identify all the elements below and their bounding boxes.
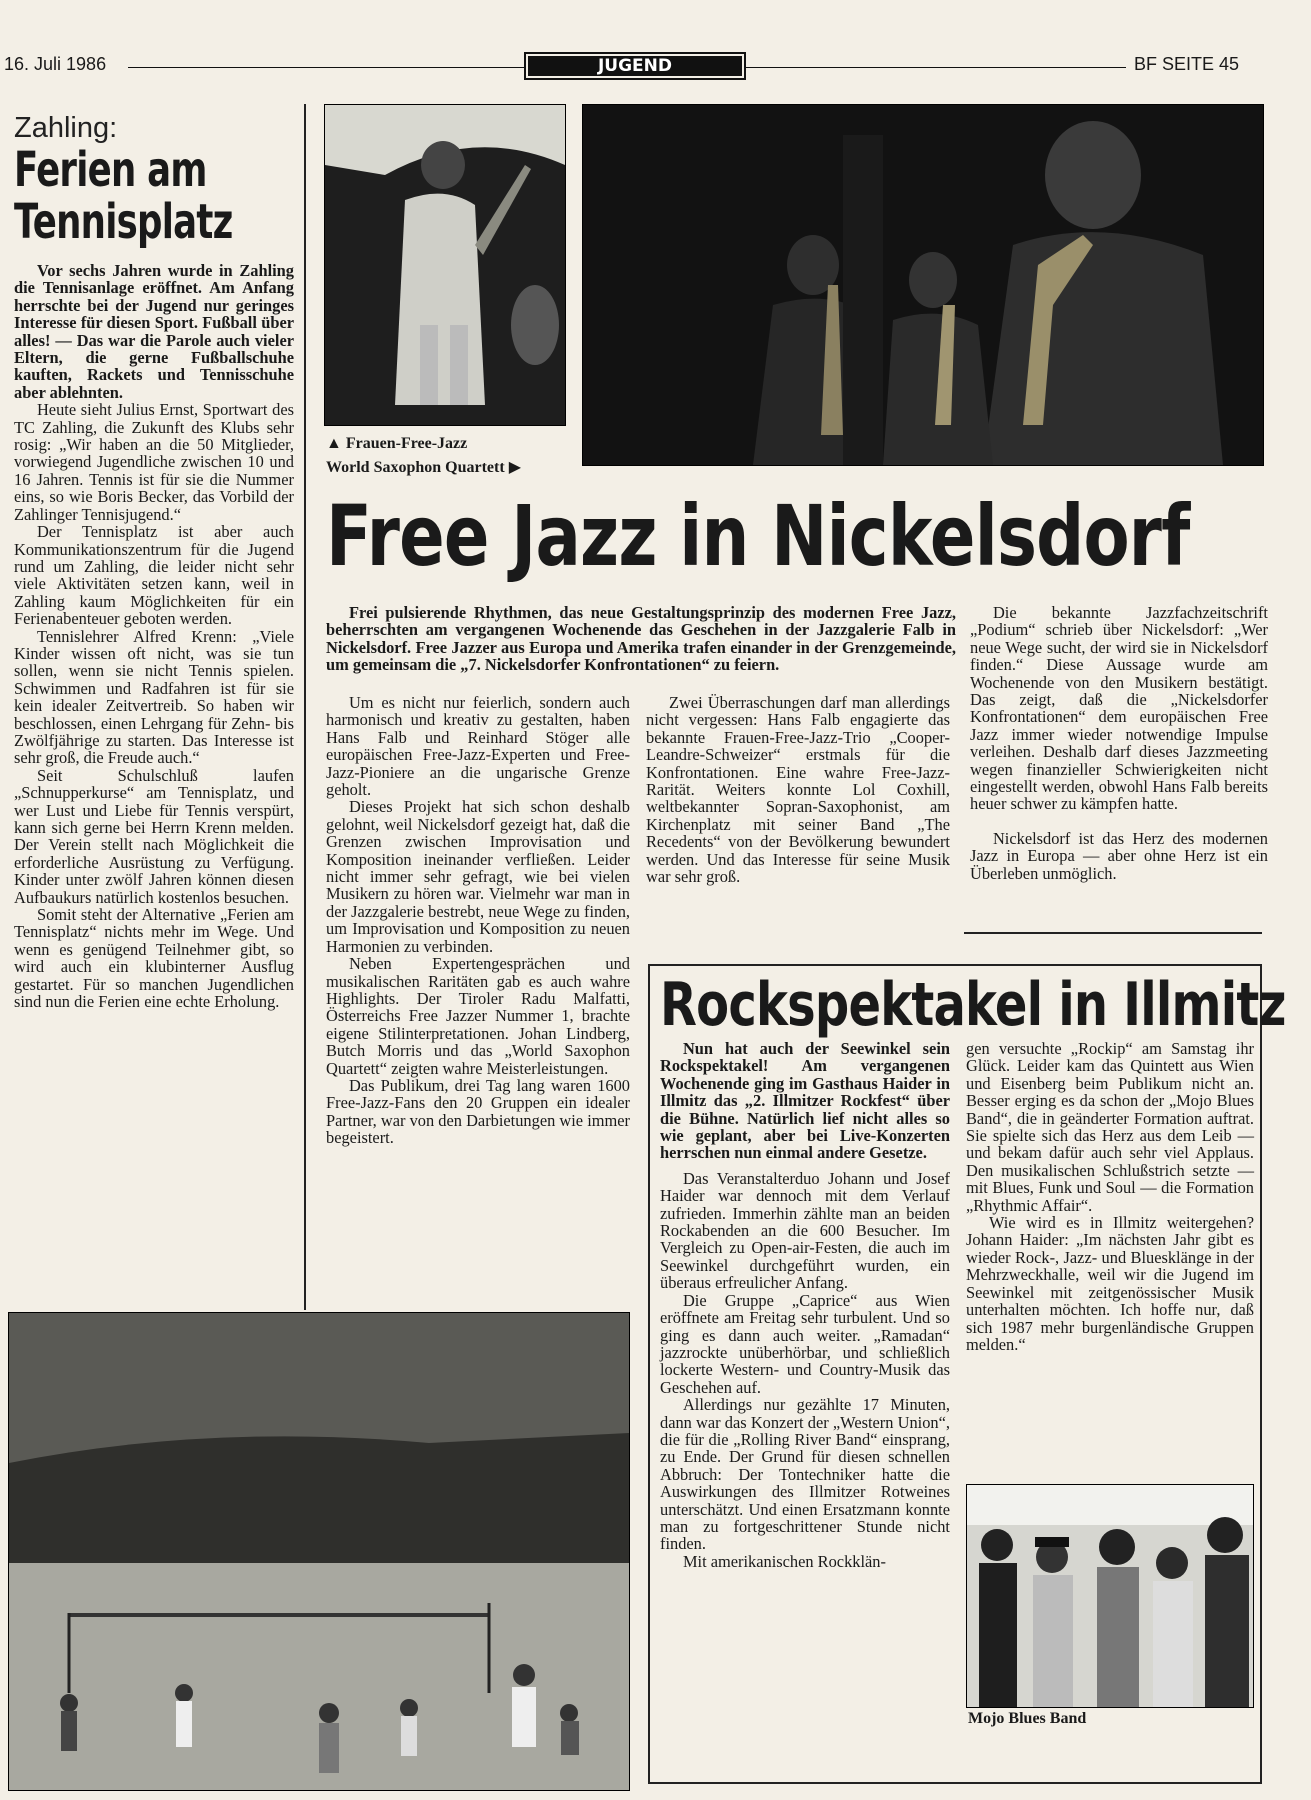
rock-column-1 [660,1040,950,1570]
zahling-paragraph: Der Tennisplatz ist aber auch Kommunikationszentrum für die Jugend rund um Zahling, die leider nicht sehr viele Aktivitäten setzen kann, weil in Zahling kaum Möglichkeiten für ein Ferienabenteuer geboten werden. [14,522,294,629]
rock-headline: Rockspektakel in Illmitz [660,970,1286,1040]
rock-paragraph: Allerdings nur gezählte 17 Minuten, dann war das Konzert der „Western Union“, die für die „Rolling River Band“ einsprang, zu Ende. Der Grund für diesen schnellen Abbruch: Der Tontechniker hatte die Auswirkungen des Illmitzer Rotweines unterschätzt. Und einen Ersatzmann konnte man zu fortgeschrittener Stunde nicht finden. [660,1395,950,1554]
zahling-kicker: Zahling: [14,112,118,144]
jazz-column-3-rule [964,932,1262,934]
mojo-blues-band-photo [966,1484,1254,1708]
caption-line-frauen-free-jazz: ▲ Frauen-Free-Jazz [326,435,468,452]
jazz-paragraph: Neben Expertengesprächen und musikalischen Raritäten gab es auch wahre Highlights. Der Tiroler Radu Malfatti, Österreichs Free Jazzer Nummer 1, brachte eigene Stilinterpretationen. Johan Lindberg, Butch Morris und das „World Saxophon Quartett“ zeigten wahre Meisterleistungen. [326,954,630,1078]
zahling-paragraph: Somit steht der Alternative „Ferien am Tennisplatz“ nichts mehr im Wege. Und wenn es genügend Teilnehmer gibt, so wird auch ein klubinterner Ausflug gestartet. Für so manchen Jugendlichen sind nun die Ferien eine echte Erholung. [14,905,294,1012]
zahling-title-line1: Ferien am [14,142,207,198]
header-page: BF SEITE 45 [1134,54,1240,74]
rock-paragraph: Wie wird es in Illmitz weitergehen? Johann Haider: „Im nächsten Jahr gibt es wieder Rock-, Jazz- und Bluesklänge in der Mehrzweckhalle, weil wir die Jugend im Seewinkel mit zeitgenössischer Musik unterhalten möchten. Ich hoffe nur, daß sich 1987 mehr burgenländische Gruppen melden.“ [966,1213,1254,1354]
saxophone-players-image [583,105,1263,465]
band-members-image [967,1485,1253,1707]
world-saxophon-quartett-photo [582,104,1264,466]
jazz-paragraph: Das Publikum, drei Tag lang waren 1600 Free-Jazz-Fans den 20 Gruppen ein idealer Partner, war von den Darbietungen wie immer begeistert. [326,1075,630,1148]
rock-paragraph: Das Veranstalterduo Johann und Josef Haider war dennoch mit dem Verlauf zufrieden. Immerhin zählte man an beiden Rockabenden an die 600 Besucher. Im Vergleich zu Open-air-Festen, die auch im Seewinkel durchgeführt wurden, ein überaus erfreulicher Anfang. [660,1168,950,1293]
header-bar [0,50,1311,90]
jazz-paragraph: Die bekannte Jazzfachzeitschrift „Podium“ schrieb über Nickelsdorf: „Wer neue Wege sucht, der wird sie in Nickelsdorf finden.“ Diese Aussage wurde am Wochenende von den Musikern bestätigt. Das zeigt, daß die „Nickelsdorfer Konfrontationen“ dem europäischen Free Jazz immer wieder notwendige Impulse verleihen. Deshalb darf dieses Jazzmeeting wegen finanzieller Schwierigkeiten nicht eingestellt werden, obwohl Hans Falb bereits heuer schwer zu kämpfen hatte. [970,603,1268,814]
zahling-article [14,112,294,1010]
jazz-column-3 [970,604,1268,882]
zahling-paragraph: Tennislehrer Alfred Krenn: „Viele Kinder wissen oft nicht, was sie tun sollen, wenn sie nicht Tennis spielen. Schwimmen und Radfahren ist für sie kein idealer Zeitvertreib. So haben wir beschlossen, einen Lehrgang für Zehn- bis Zwölfjährige zu starten. Das Interesse ist sehr groß, die Freude auch.“ [14,626,294,768]
header-date: 16. Juli 1986 [4,54,107,74]
jazz-headline: Free Jazz in Nickelsdorf [326,487,1190,585]
bassoon-player-image [325,105,565,425]
tennis-court-image [9,1313,629,1790]
zahling-paragraph: Heute sieht Julius Ernst, Sportwart des TC Zahling, die Zukunft des Klubs sehr rosig: „Wir haben an die 50 Mitglieder, vorwiegend Jugendliche zwischen 10 und 16 Jahren. Tennis ist für sie die Nummer eins, so wie Boris Becker, das Vorbild der Zahlinger Tennisjugend.“ [14,400,294,524]
rock-paragraph: gen versuchte „Rockip“ am Samstag ihr Glück. Leider kam das Quintett aus Wien und Eisenberg beim Publikum nicht an. Besser erging es da schon der „Mojo Blues Band“, die in geänderter Formation auftrat. Sie spielte sich das Herz aus dem Leib — und bekam dafür auch sehr viel Applaus. Den musikalischen Schlußstrich setzte — mit Blues, Funk und Soul — die Formation „Rhythmic Affair“. [966,1039,1254,1215]
jazz-column-2 [646,694,950,885]
jazz-paragraph: Dieses Projekt hat sich schon deshalb gelohnt, weil Nickelsdorf gezeigt hat, daß die Grenzen zwischen Improvisation und Komposition ineinander verfließen. Leider nicht immer sehr gefragt, wie bei vielen Musikern zu hören war. Vielmehr war man in der Jazzgalerie bestrebt, neue Wege zu finden, um Improvisation und Komposition zu neuen Harmonien zu verbinden. [326,797,630,956]
section-label: JUGEND [528,56,742,76]
section-badge [524,52,746,80]
rock-lead: Nun hat auch der Seewinkel sein Rockspektakel! Am vergangenen Wochenende ging im Gasthaus Haider in Illmitz das „2. Illmitzer Rockfest“ über die Bühne. Natürlich lief nicht alles so wie geplant, aber bei Live-Konzerten herrschen nun einmal andere Gesetze. [660,1039,950,1163]
tennis-kids-photo [8,1312,630,1791]
zahling-lead: Vor sechs Jahren wurde in Zahling die Tennisanlage eröffnet. Am Anfang herrschte bei der Jugend nur geringes Interesse für diesen Sport. Fußball über alles! — Das war die Parole auch vieler Eltern, die gerne Fußballschuhe kauften, Rackets und Tennisschuhe aber ablehnten. [14,261,294,402]
rock-column-2 [966,1040,1254,1353]
jazz-paragraph: Zwei Überraschungen darf man allerdings nicht vergessen: Hans Falb engagierte das bekannte Frauen-Free-Jazz-Trio „Cooper-Leandre-Schweizer“ erstmals für die Konfrontationen. Eine wahre Free-Jazz-Rarität. Weiters konnte Lol Coxhill, weltbekannter Sopran-Saxophonist, am Kirchenplatz mit seiner Band „The Recedents“ von der Bevölkerung bewundert werden. Und das Interesse für seine Musik war sehr groß. [646,693,950,887]
header-rule-left [128,67,524,68]
frauen-free-jazz-photo [324,104,566,426]
mojo-blues-band-caption: Mojo Blues Band [968,1710,1087,1727]
jazz-lead: Frei pulsierende Rhythmen, das neue Gestaltungsprinzip des modernen Free Jazz, beherrschten am vergangenen Wochenende das Geschehen in der Jazzgalerie Falb in Nickelsdorf. Free Jazzer aus Europa und Amerika trafen einander in der Grenzgemeinde, um gemeinsam die „7. Nickelsdorfer Konfrontationen“ zu feiern. [326,603,956,675]
jazz-paragraph: Um es nicht nur feierlich, sondern auch harmonisch und kreativ zu gestalten, haben Hans Falb und Reinhard Stöger alle europäischen Free-Jazz-Experten und Free-Jazz-Pioniere an die ungarische Grenze geholt. [326,693,630,800]
zahling-title [14,144,294,254]
zahling-title-line2: Tennisplatz [14,194,233,250]
jazz-column-1 [326,694,630,1147]
jazz-photo-caption [326,432,581,480]
caption-line-world-saxophon-quartett: World Saxophon Quartett ▶ [326,459,521,476]
header-rule-right [746,67,1126,68]
jazz-paragraph: Nickelsdorf ist das Herz des modernen Jazz in Europa — aber ohne Herz ist ein Überleben unmöglich. [970,828,1268,883]
rock-paragraph: Die Gruppe „Caprice“ aus Wien eröffnete am Freitag sehr turbulent. Und so ging es dann auch weiter. „Ramadan“ jazzrockte unüberhörbar, und schließlich lockerte Western- und Country-Musik das Geschehen auf. [660,1290,950,1397]
zahling-paragraph: Seit Schulschluß laufen „Schnupperkurse“ am Tennisplatz, und wer Lust und Liebe für Tennis verspürt, kann sich gerne bei Herrn Krenn melden. Der Verein stellt nach Möglichkeit die erforderliche Ausrüstung zu Verfügung. Kinder unter zwölf Jahren können diesen Aufbaukurs natürlich kostenlos besuchen. [14,765,294,907]
rock-paragraph: Mit amerikanischen Rockklän- [682,1551,886,1571]
